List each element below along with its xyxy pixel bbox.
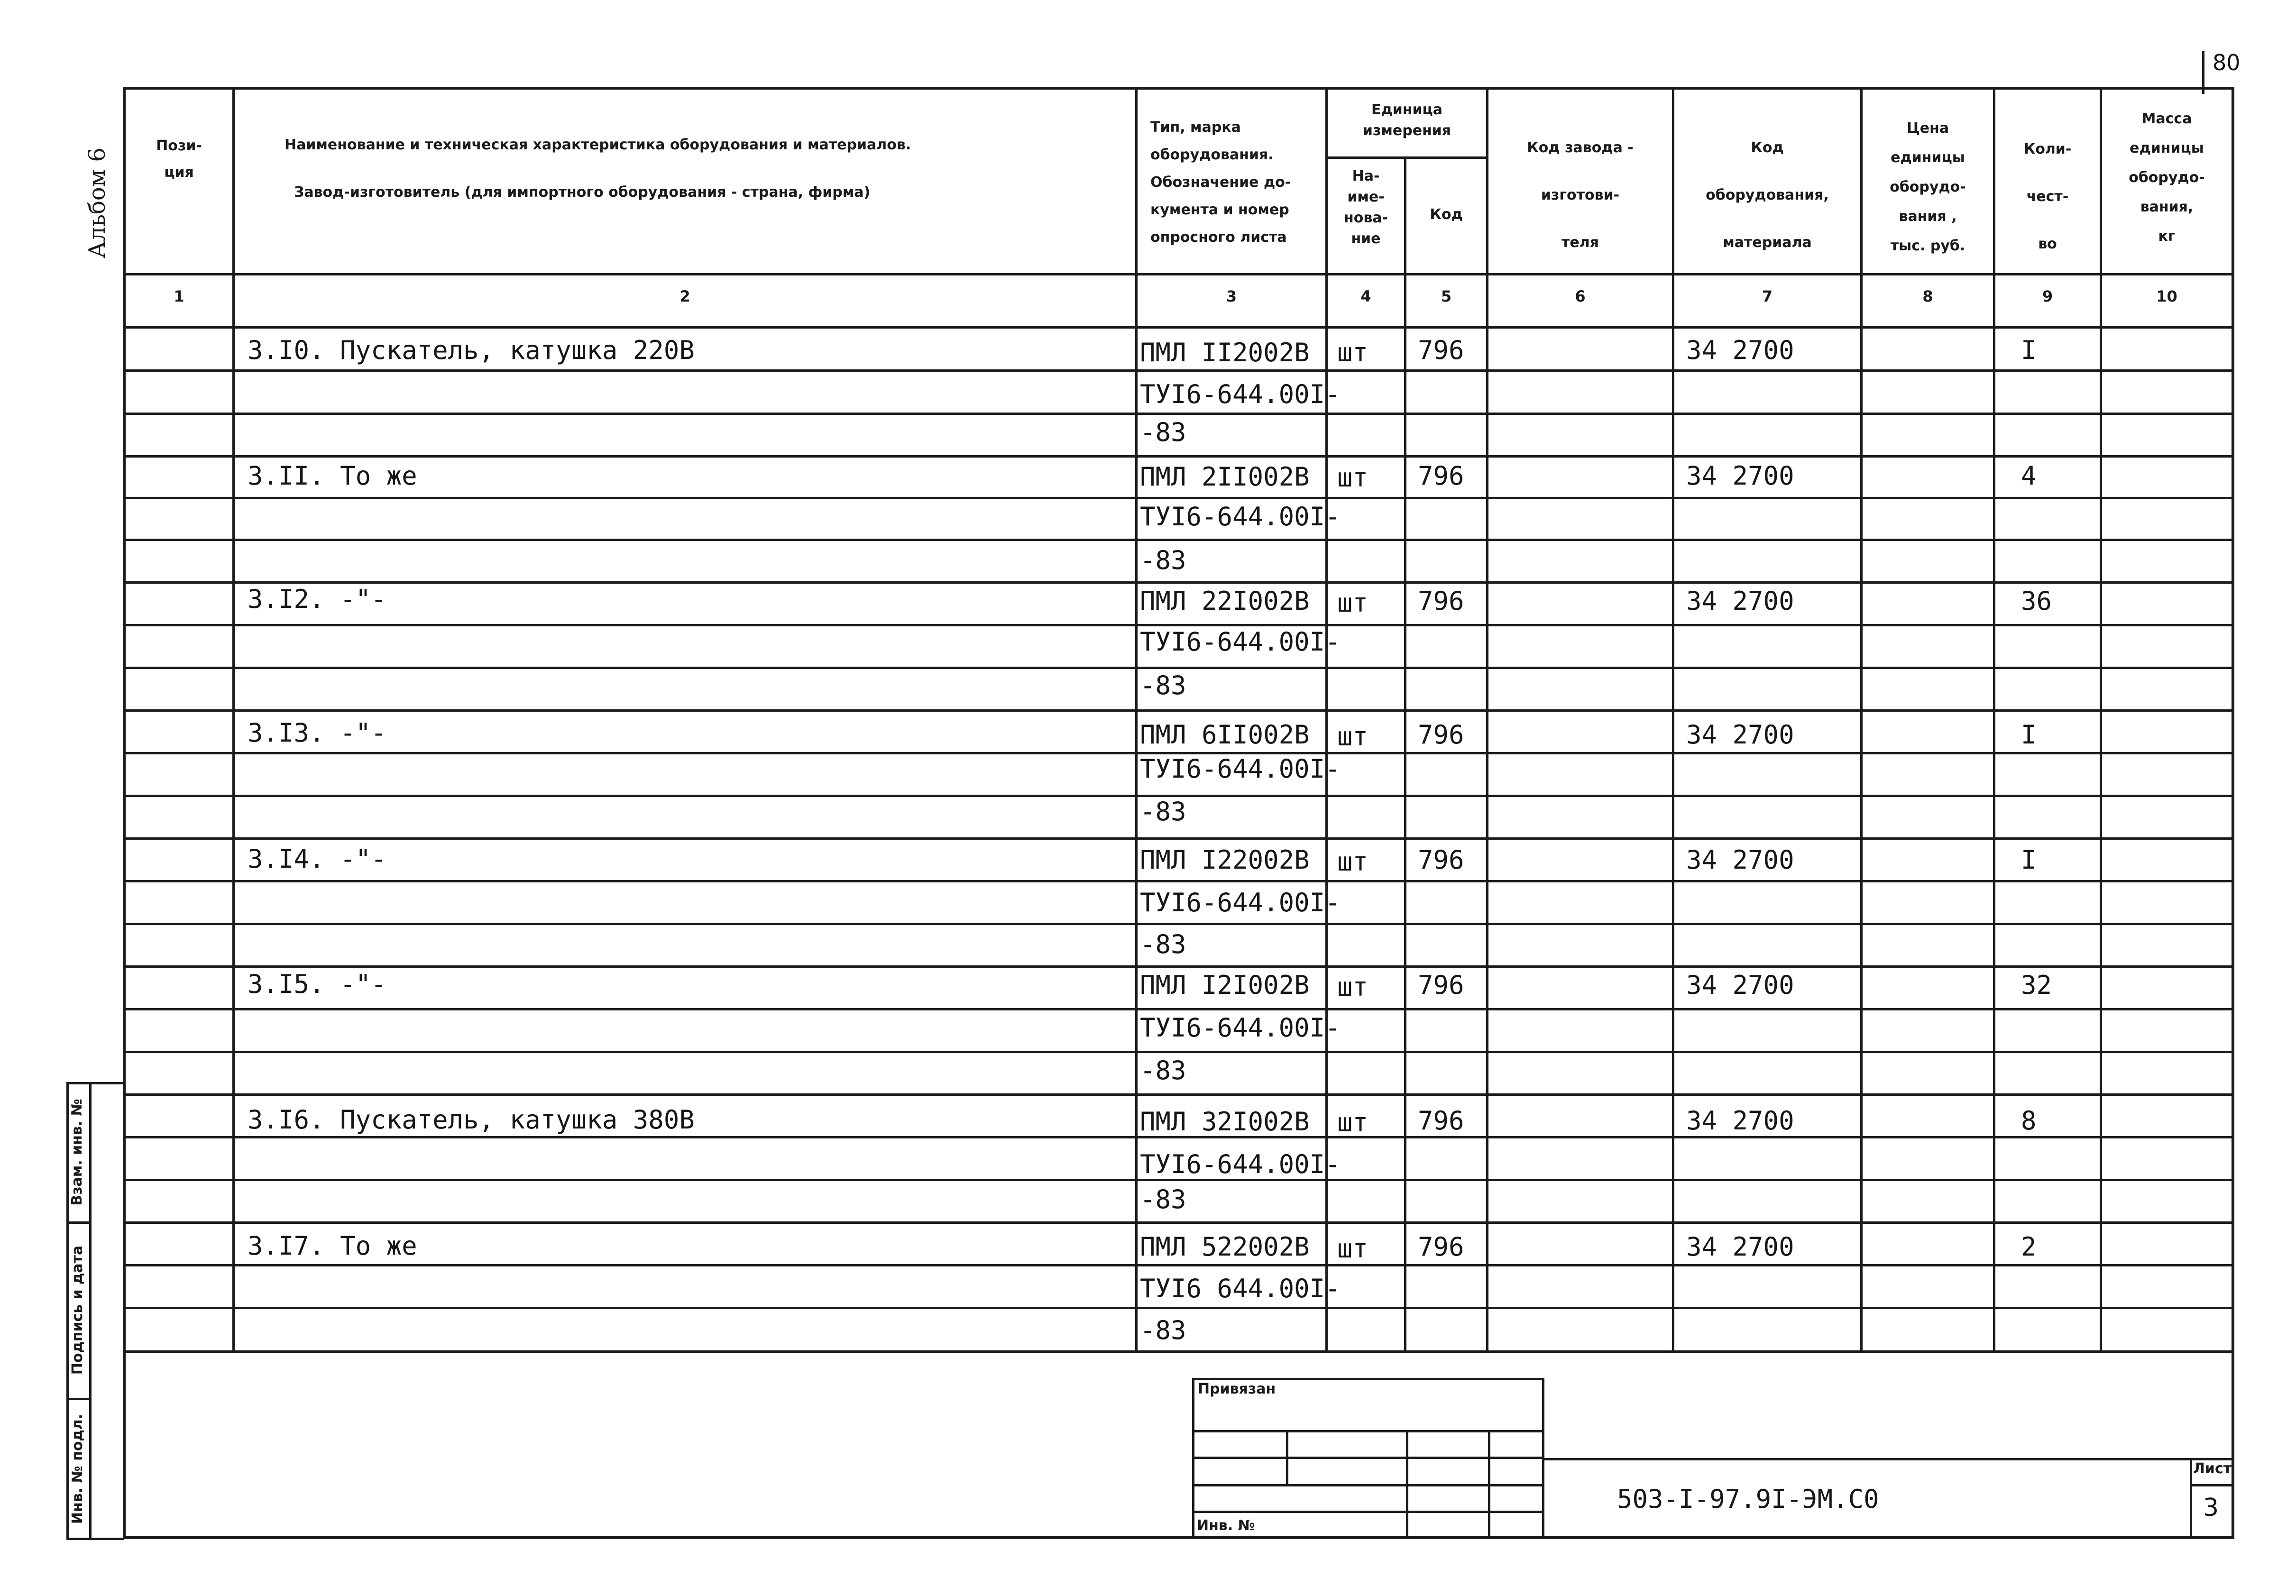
inv-no-label: Инв. №	[1197, 1517, 1255, 1534]
item-code: 796	[1418, 1106, 1464, 1136]
item-doc-line1: ТУI6-644.00I-	[1140, 1149, 1341, 1179]
item-quantity: 36	[2021, 586, 2052, 616]
item-quantity: 8	[2021, 1106, 2037, 1136]
item-doc-line1: ТУI6-644.00I-	[1140, 888, 1341, 917]
header-type: Тип, марка оборудования. Обозначение до- кумента и номер опросного листа	[1150, 119, 1291, 246]
col-number-8: 8	[1922, 287, 1933, 305]
item-name: 3.I3. -"-	[248, 718, 386, 748]
item-material-code: 34 2700	[1686, 335, 1794, 365]
col-number-4: 4	[1360, 287, 1371, 305]
item-quantity: I	[2021, 335, 2037, 365]
item-material-code: 34 2700	[1686, 1232, 1794, 1262]
item-name: 3.I7. То же	[248, 1231, 417, 1261]
sheet-number: 3	[2203, 1494, 2219, 1522]
header-material-code: Код оборудования, материала	[1706, 139, 1829, 251]
item-doc-line2: -83	[1140, 545, 1186, 575]
item-type: ПМЛ 32I002В	[1140, 1107, 1310, 1137]
item-quantity: I	[2021, 845, 2037, 875]
item-code: 796	[1418, 461, 1464, 491]
item-type: ПМЛ II2002В	[1140, 338, 1310, 367]
item-doc-line1: ТУI6-644.00I-	[1140, 379, 1341, 409]
document-code: 503-I-97.9I-ЭМ.С0	[1617, 1484, 1879, 1514]
header-name-line2: Завод-изготовитель (для импортного оборудования - страна, фирма)	[294, 184, 871, 201]
item-code: 796	[1418, 335, 1464, 365]
item-material-code: 34 2700	[1686, 586, 1794, 616]
item-code: 796	[1418, 586, 1464, 616]
header-unit-group: Единица измерения	[1362, 101, 1451, 139]
col-number-7: 7	[1762, 287, 1773, 305]
col-number-5: 5	[1441, 287, 1452, 305]
item-unit: шт	[1337, 338, 1368, 367]
attached-label: Привязан	[1198, 1381, 1276, 1397]
item-type: ПМЛ I2I002В	[1140, 970, 1310, 1000]
item-material-code: 34 2700	[1686, 461, 1794, 491]
item-type: ПМЛ 22I002В	[1140, 586, 1310, 616]
item-code: 796	[1418, 970, 1464, 1000]
item-name: 3.I5. -"-	[248, 969, 386, 999]
item-doc-line2: -83	[1140, 1315, 1186, 1345]
page-number: 80	[2213, 50, 2241, 75]
item-doc-line2: -83	[1140, 1055, 1186, 1085]
item-doc-line1: ТУI6-644.00I-	[1140, 502, 1341, 532]
item-unit: шт	[1337, 972, 1368, 1002]
item-material-code: 34 2700	[1686, 1106, 1794, 1136]
podpis-data-label: Подпись и дата	[69, 1245, 86, 1375]
col-number-9: 9	[2042, 287, 2053, 305]
item-name: 3.I2. -"-	[248, 584, 386, 614]
header-plant-code: Код завода - изготови- теля	[1527, 139, 1634, 251]
col-number-3: 3	[1226, 287, 1237, 305]
item-unit: шт	[1337, 1234, 1368, 1264]
album-label: Альбом 6	[84, 147, 110, 258]
header-unit-code: Код	[1430, 206, 1463, 223]
item-type: ПМЛ 522002В	[1140, 1232, 1310, 1262]
item-code: 796	[1418, 845, 1464, 875]
item-doc-line2: -83	[1140, 797, 1186, 826]
item-quantity: 32	[2021, 970, 2052, 1000]
vzam-inv-label: Взам. инв. №	[69, 1099, 85, 1206]
item-unit: шт	[1337, 1108, 1368, 1137]
item-unit: шт	[1337, 588, 1368, 618]
item-type: ПМЛ I22002В	[1140, 845, 1310, 875]
item-type: ПМЛ 2II002В	[1140, 462, 1310, 492]
item-doc-line2: -83	[1140, 670, 1186, 700]
item-type: ПМЛ 6II002В	[1140, 720, 1310, 750]
item-name: 3.I0. Пускатель, катушка 220В	[248, 335, 695, 365]
item-unit: шт	[1337, 722, 1368, 752]
header-unit-name: На- име- нова- ние	[1343, 168, 1388, 247]
item-code: 796	[1418, 1232, 1464, 1262]
header-quantity: Коли- чест- во	[2023, 141, 2072, 252]
item-doc-line2: -83	[1140, 1184, 1186, 1214]
col-number-10: 10	[2156, 287, 2177, 305]
col-number-6: 6	[1575, 287, 1586, 305]
item-unit: шт	[1337, 463, 1368, 493]
inv-podl-label: Инв. № подл.	[69, 1413, 86, 1524]
item-quantity: 4	[2021, 461, 2037, 491]
item-name: 3.I6. Пускатель, катушка 380В	[248, 1105, 695, 1135]
item-doc-line1: ТУI6-644.00I-	[1140, 754, 1341, 784]
item-material-code: 34 2700	[1686, 970, 1794, 1000]
item-material-code: 34 2700	[1686, 845, 1794, 875]
item-unit: шт	[1337, 847, 1368, 877]
col-number-1: 1	[174, 287, 184, 305]
item-quantity: 2	[2021, 1232, 2037, 1262]
item-doc-line2: -83	[1140, 929, 1186, 959]
item-doc-line1: ТУI6-644.00I-	[1140, 1013, 1341, 1043]
header-name-line1: Наименование и техническая характеристика оборудования и материалов.	[285, 137, 911, 153]
header-position: Пози- ция	[156, 138, 202, 181]
item-doc-line1: ТУI6 644.00I-	[1140, 1274, 1341, 1303]
item-name: 3.II. То же	[248, 461, 417, 491]
sheet-label: Лист	[2193, 1460, 2232, 1477]
item-doc-line1: ТУI6-644.00I-	[1140, 627, 1341, 657]
header-mass: Масса единицы оборудо- вания, кг	[2129, 110, 2205, 245]
item-material-code: 34 2700	[1686, 720, 1794, 750]
item-name: 3.I4. -"-	[248, 844, 386, 874]
header-price: Цена единицы оборудо- вания , тыс. руб.	[1890, 120, 1966, 254]
item-doc-line2: -83	[1140, 417, 1186, 447]
col-number-2: 2	[680, 287, 690, 305]
item-code: 796	[1418, 720, 1464, 750]
item-quantity: I	[2021, 720, 2037, 750]
